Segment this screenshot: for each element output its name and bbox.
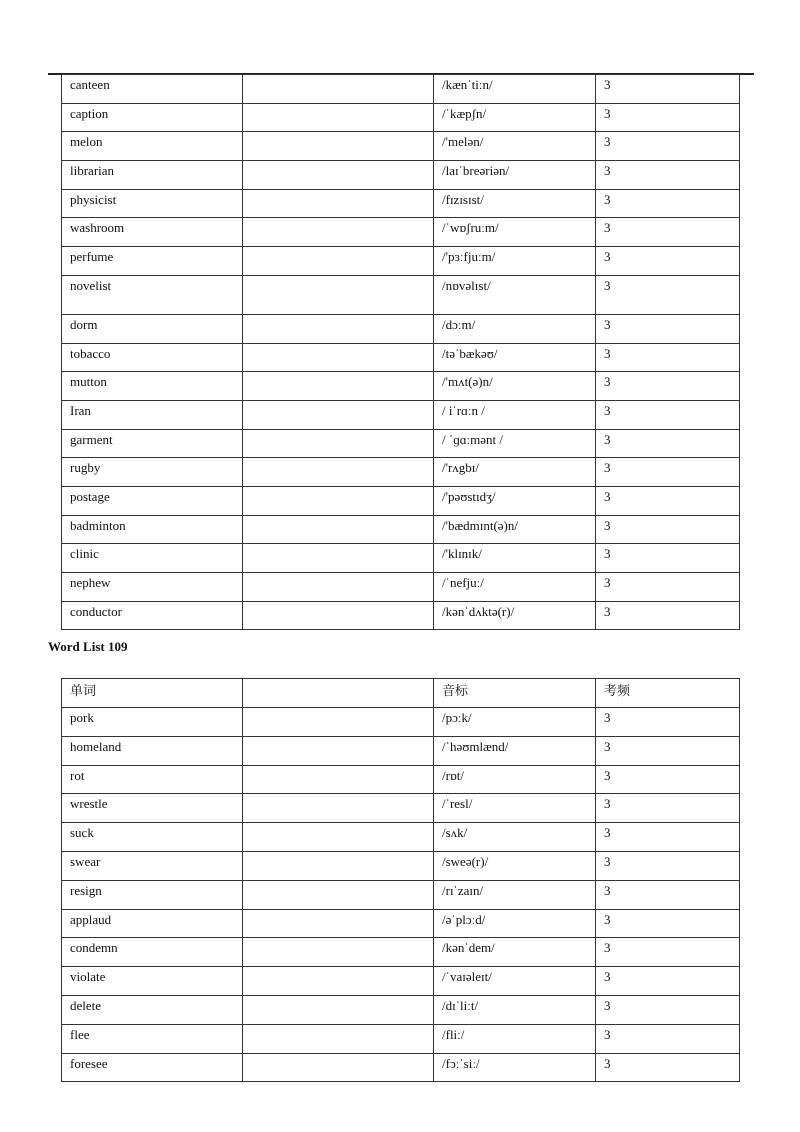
table-row: [62, 823, 740, 852]
frequency-cell: 3: [596, 573, 740, 602]
phonetic-cell: /pɔːk/: [434, 708, 596, 737]
table-row: [62, 995, 740, 1024]
phonetic-cell: /əˈplɔːd/: [434, 909, 596, 938]
phonetic-cell: /dɪˈliːt/: [434, 995, 596, 1024]
phonetic-cell: /rɪˈzaɪn/: [434, 880, 596, 909]
phonetic-cell: /'rʌgbɪ/: [434, 458, 596, 487]
table-row: [62, 400, 740, 429]
meaning-cell: [243, 1053, 434, 1082]
table-row: [62, 161, 740, 190]
table-row: [62, 218, 740, 247]
word-cell: condemn: [62, 938, 243, 967]
table-row: [62, 343, 740, 372]
table-row: [62, 132, 740, 161]
frequency-cell: 3: [596, 1053, 740, 1082]
table-row: [62, 1024, 740, 1053]
meaning-cell: [243, 458, 434, 487]
word-cell: postage: [62, 486, 243, 515]
frequency-cell: 3: [596, 708, 740, 737]
frequency-cell: 3: [596, 314, 740, 343]
phonetic-cell: / ˈɡɑːmənt /: [434, 429, 596, 458]
table-row: [62, 189, 740, 218]
word-cell: homeland: [62, 736, 243, 765]
phonetic-cell: /ˈnefjuː/: [434, 573, 596, 602]
table-row: [62, 486, 740, 515]
header-phonetic: 音标: [434, 679, 596, 708]
table-row: [62, 429, 740, 458]
meaning-cell: [243, 544, 434, 573]
phonetic-cell: /dɔːm/: [434, 314, 596, 343]
word-cell: mutton: [62, 372, 243, 401]
frequency-cell: 3: [596, 132, 740, 161]
frequency-cell: 3: [596, 851, 740, 880]
table-row: [62, 601, 740, 630]
frequency-cell: 3: [596, 794, 740, 823]
table-row: [62, 1053, 740, 1082]
phonetic-cell: /kænˈtiːn/: [434, 75, 596, 104]
meaning-cell: [243, 103, 434, 132]
table-row: [62, 708, 740, 737]
word-cell: applaud: [62, 909, 243, 938]
table-row: [62, 275, 740, 314]
phonetic-cell: / iˈrɑːn /: [434, 400, 596, 429]
word-cell: garment: [62, 429, 243, 458]
word-cell: rot: [62, 765, 243, 794]
meaning-cell: [243, 995, 434, 1024]
meaning-cell: [243, 736, 434, 765]
meaning-cell: [243, 967, 434, 996]
table-row: [62, 736, 740, 765]
frequency-cell: 3: [596, 967, 740, 996]
table-row: [62, 75, 740, 104]
table-row: [62, 765, 740, 794]
word-cell: violate: [62, 967, 243, 996]
word-cell: conductor: [62, 601, 243, 630]
table-row: [62, 851, 740, 880]
frequency-cell: 3: [596, 372, 740, 401]
phonetic-cell: /rɒt/: [434, 765, 596, 794]
phonetic-cell: /'bædmɪnt(ə)n/: [434, 515, 596, 544]
meaning-cell: [243, 161, 434, 190]
meaning-cell: [243, 75, 434, 104]
table-row: [62, 909, 740, 938]
word-cell: perfume: [62, 247, 243, 276]
word-cell: pork: [62, 708, 243, 737]
word-cell: canteen: [62, 75, 243, 104]
word-cell: physicist: [62, 189, 243, 218]
phonetic-cell: /ˈkæpʃn/: [434, 103, 596, 132]
word-cell: nephew: [62, 573, 243, 602]
frequency-cell: 3: [596, 601, 740, 630]
word-cell: Iran: [62, 400, 243, 429]
meaning-cell: [243, 314, 434, 343]
word-cell: foresee: [62, 1053, 243, 1082]
phonetic-cell: /kənˈdʌktə(r)/: [434, 601, 596, 630]
frequency-cell: 3: [596, 544, 740, 573]
meaning-cell: [243, 247, 434, 276]
meaning-cell: [243, 851, 434, 880]
word-cell: caption: [62, 103, 243, 132]
meaning-cell: [243, 823, 434, 852]
phonetic-cell: /'mʌt(ə)n/: [434, 372, 596, 401]
phonetic-cell: /sweə(r)/: [434, 851, 596, 880]
word-cell: swear: [62, 851, 243, 880]
phonetic-cell: /ˈvaɪəleɪt/: [434, 967, 596, 996]
frequency-cell: 3: [596, 1024, 740, 1053]
table-row: [62, 544, 740, 573]
frequency-cell: 3: [596, 823, 740, 852]
frequency-cell: 3: [596, 400, 740, 429]
phonetic-cell: /fliː/: [434, 1024, 596, 1053]
word-cell: delete: [62, 995, 243, 1024]
frequency-cell: 3: [596, 75, 740, 104]
meaning-cell: [243, 1024, 434, 1053]
meaning-cell: [243, 909, 434, 938]
meaning-cell: [243, 429, 434, 458]
word-table-1: [61, 74, 740, 630]
meaning-cell: [243, 708, 434, 737]
phonetic-cell: /laɪˈbreəriən/: [434, 161, 596, 190]
meaning-cell: [243, 765, 434, 794]
table-header-row: [62, 679, 740, 708]
frequency-cell: 3: [596, 218, 740, 247]
header-meaning: [243, 679, 434, 708]
meaning-cell: [243, 400, 434, 429]
meaning-cell: [243, 486, 434, 515]
word-table-2: [61, 678, 740, 1082]
meaning-cell: [243, 601, 434, 630]
frequency-cell: 3: [596, 275, 740, 314]
frequency-cell: 3: [596, 515, 740, 544]
frequency-cell: 3: [596, 938, 740, 967]
phonetic-cell: /ˈhəʊmlænd/: [434, 736, 596, 765]
phonetic-cell: /fɪzɪsɪst/: [434, 189, 596, 218]
table-row: [62, 314, 740, 343]
phonetic-cell: /'melən/: [434, 132, 596, 161]
phonetic-cell: /kənˈdem/: [434, 938, 596, 967]
section-title: Word List 109: [48, 639, 128, 654]
meaning-cell: [243, 372, 434, 401]
phonetic-cell: /'pɜːfjuːm/: [434, 247, 596, 276]
word-cell: librarian: [62, 161, 243, 190]
phonetic-cell: /fɔːˈsiː/: [434, 1053, 596, 1082]
phonetic-cell: /təˈbækəʊ/: [434, 343, 596, 372]
meaning-cell: [243, 132, 434, 161]
table-row: [62, 103, 740, 132]
table-row: [62, 967, 740, 996]
table-row: [62, 515, 740, 544]
word-cell: clinic: [62, 544, 243, 573]
frequency-cell: 3: [596, 429, 740, 458]
table-row: [62, 372, 740, 401]
phonetic-cell: /nɒvəlɪst/: [434, 275, 596, 314]
meaning-cell: [243, 275, 434, 314]
frequency-cell: 3: [596, 343, 740, 372]
meaning-cell: [243, 189, 434, 218]
phonetic-cell: /ˈresl/: [434, 794, 596, 823]
meaning-cell: [243, 218, 434, 247]
frequency-cell: 3: [596, 880, 740, 909]
phonetic-cell: /sʌk/: [434, 823, 596, 852]
word-cell: resign: [62, 880, 243, 909]
frequency-cell: 3: [596, 736, 740, 765]
meaning-cell: [243, 573, 434, 602]
word-cell: flee: [62, 1024, 243, 1053]
meaning-cell: [243, 343, 434, 372]
meaning-cell: [243, 880, 434, 909]
frequency-cell: 3: [596, 161, 740, 190]
meaning-cell: [243, 938, 434, 967]
meaning-cell: [243, 794, 434, 823]
header-word: 单词: [62, 679, 243, 708]
word-cell: suck: [62, 823, 243, 852]
frequency-cell: 3: [596, 247, 740, 276]
word-cell: wrestle: [62, 794, 243, 823]
table-row: [62, 938, 740, 967]
word-cell: rugby: [62, 458, 243, 487]
frequency-cell: 3: [596, 909, 740, 938]
frequency-cell: 3: [596, 995, 740, 1024]
word-cell: badminton: [62, 515, 243, 544]
word-cell: dorm: [62, 314, 243, 343]
phonetic-cell: /'klɪnɪk/: [434, 544, 596, 573]
table-row: [62, 247, 740, 276]
table-row: [62, 794, 740, 823]
word-cell: novelist: [62, 275, 243, 314]
table-row: [62, 573, 740, 602]
frequency-cell: 3: [596, 189, 740, 218]
frequency-cell: 3: [596, 103, 740, 132]
word-cell: tobacco: [62, 343, 243, 372]
table-row: [62, 880, 740, 909]
header-frequency: 考频: [596, 679, 740, 708]
frequency-cell: 3: [596, 486, 740, 515]
word-cell: melon: [62, 132, 243, 161]
phonetic-cell: /'pəʊstɪdʒ/: [434, 486, 596, 515]
frequency-cell: 3: [596, 765, 740, 794]
frequency-cell: 3: [596, 458, 740, 487]
meaning-cell: [243, 515, 434, 544]
word-cell: washroom: [62, 218, 243, 247]
table-row: [62, 458, 740, 487]
phonetic-cell: /ˈwɒʃruːm/: [434, 218, 596, 247]
